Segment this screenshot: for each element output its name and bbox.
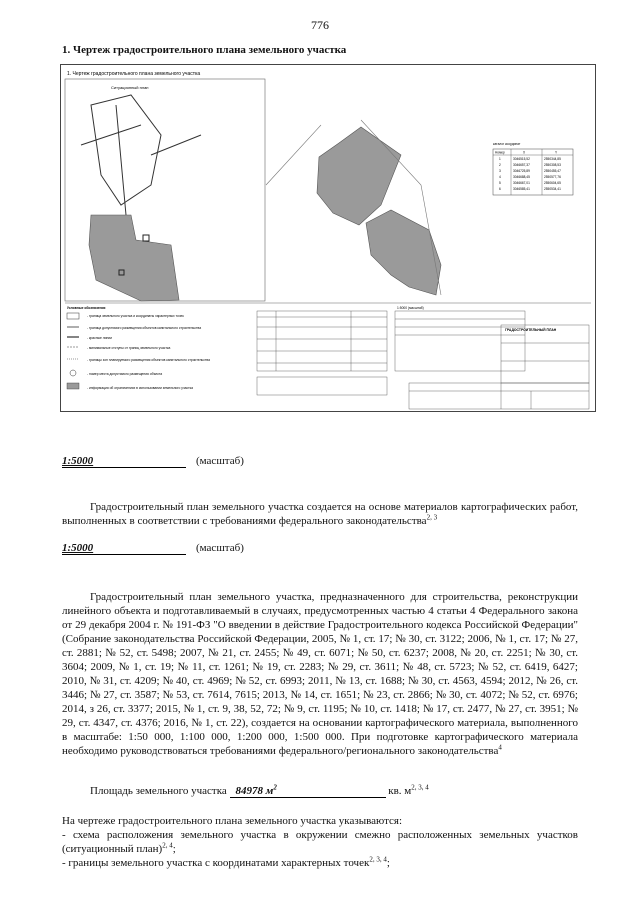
coord-cell: 2550604,65 bbox=[544, 181, 561, 185]
list-item: - схема расположения земельного участка в окружении смежно расположенных земельных участков (ситуационный план)$^{2, 4}$; bbox=[62, 829, 578, 855]
stamp-title: ГРАДОСТРОИТЕЛЬНЫЙ ПЛАН bbox=[505, 328, 557, 332]
area-unit: кв. м bbox=[388, 785, 412, 797]
paragraph-cartographic bbox=[62, 500, 578, 528]
coord-cell: 2550455,47 bbox=[544, 169, 561, 173]
scale-label: (масштаб) bbox=[196, 455, 244, 467]
coord-header-y: Y bbox=[555, 150, 558, 155]
legend-item: - границы зон планируемого размещения объектов капитального строительства bbox=[87, 358, 210, 362]
gpzu-drawing bbox=[60, 64, 596, 412]
drawing-inner-title: 1. Чертеж градостроительного плана земельного участка bbox=[67, 71, 201, 77]
coord-cell: 1 bbox=[499, 157, 501, 161]
situation-marker bbox=[143, 235, 149, 241]
coord-cell: 3046688,45 bbox=[513, 175, 530, 179]
legend-title: Условные обозначения bbox=[67, 306, 106, 310]
situation-plan-title: Ситуационный план bbox=[111, 85, 149, 90]
paragraph-text: Градостроительный план земельного участка создается на основе материалов картографических работ, выполненных в соответствии с требованиями федерального законодательства bbox=[62, 501, 578, 527]
legend bbox=[67, 306, 210, 390]
coord-cell: 3 bbox=[499, 169, 501, 173]
scale-line-2 bbox=[62, 542, 244, 555]
paragraph-linear-object bbox=[62, 590, 578, 758]
parcel-shape-south bbox=[366, 210, 441, 295]
description-block bbox=[395, 311, 525, 371]
coord-cell: 3046585,41 bbox=[513, 187, 530, 191]
situation-parcel-shape bbox=[89, 215, 179, 301]
coord-cell: 3046515,52 bbox=[513, 157, 530, 161]
footnote-ref: 4 bbox=[498, 743, 502, 752]
drawing-contents-list bbox=[62, 814, 578, 870]
legend-item: - минимальные отступы от границ земельного участка bbox=[87, 346, 171, 350]
coord-cell: 2550534,41 bbox=[544, 187, 561, 191]
coord-cell: 2550344,85 bbox=[544, 157, 561, 161]
coord-header-num: Номер bbox=[495, 150, 505, 155]
title-stamp bbox=[409, 325, 589, 409]
coord-cell: 4 bbox=[499, 175, 501, 179]
coord-cell: 3046725,89 bbox=[513, 169, 530, 173]
area-label: Площадь земельного участка bbox=[90, 785, 227, 797]
coord-cell: 2550577,76 bbox=[544, 175, 561, 179]
zones-table bbox=[257, 311, 387, 395]
scale-label: (масштаб) bbox=[196, 542, 244, 554]
area-value: 84978 $м^2$ bbox=[230, 785, 386, 798]
paragraph-text: Градостроительный план земельного участка, предназначенного для строительства, реконструкции линейного объекта и подготавливаемый в случаях, предусмотренных частью 4 статьи 4 Федерального закона от 29 декабря 2004 г. № 191-ФЗ "О введении в действие Градостроительного кодекса Российской Федерации" (Собрание законодательства Российской Федерации, 2005, № 1, ст. 17; № 30, ст. 3122; 2006, № 1, ст. 17; № 27, ст. 2881; № 52, ст. 5498; 2007, № 21, ст. 2455; № 49, ст. 6071; № 50, ст. 6237; 2008, № 20, ст. 2251; № 30, ст. 3604; 2009, № 1, ст. 19; № 11, ст. 1261; № 19, ст. 2283; № 29, ст. 3611; № 48, ст. 5723; № 52, ст. 6419, 6427; 2010, № 31, ст. 4209; № 40, ст. 4969; № 52, ст. 6993; 2011, № 13, ст. 1688; № 30, ст. 4563, 4594; 2012, № 26, ст. 3446; № 27, ст. 3587; № 53, ст. 7614, 7615; 2013, № 14, ст. 1651; № 23, ст. 2866; № 30, ст. 4072; № 52, ст. 6976; 2014, з 26, ст. 3377; 2015, № 1, ст. 9, 38, 52, 72; № 9, ст. 1195; № 10, ст. 1418; № 17, ст. 2477, № 27, ст. 3951; № 29, ст. 4347, ст. 4376; 2016, № 1, ст. 22), создается на основании картографического материала, выполненного в масштабе: 1:50 000, 1:100 000, 1:200 000, 1:500 000. При подготовке картографического материала необходимо руководствоваться требованиями федерального/регионального законодательства bbox=[62, 591, 578, 757]
coord-header-x: X bbox=[523, 150, 526, 155]
parcel-shape-north bbox=[317, 127, 401, 225]
scale-line-1 bbox=[62, 455, 244, 468]
coord-cell: 5 bbox=[499, 181, 501, 185]
scale-value: 1:5000 bbox=[62, 455, 186, 468]
legend-item: - номер места допустимого размещения объекта bbox=[87, 372, 163, 376]
footnote-ref: 2, 3 bbox=[426, 513, 438, 522]
section-title: 1. Чертеж градостроительного плана земельного участка bbox=[62, 44, 347, 56]
parcel-area-line bbox=[90, 785, 429, 798]
footnote-ref: 2, 3, 4 bbox=[411, 783, 429, 792]
coord-cell: 3046657,37 bbox=[513, 163, 530, 167]
list-item: - границы земельного участка с координатами характерных точек$^{2, 3, 4}$; bbox=[62, 855, 390, 869]
coord-cell: 2 bbox=[499, 163, 501, 167]
page-number: 776 bbox=[311, 18, 329, 32]
legend-item: - граница допустимого размещения объектов капитального строительства bbox=[87, 326, 202, 330]
legend-item: - информация об ограничениях в использовании земельного участка bbox=[87, 386, 193, 390]
legend-item: - граница земельного участка и координаты характерных точек bbox=[87, 314, 184, 318]
drawing-scale-note: 1:5000 (масштаб) bbox=[397, 306, 424, 310]
coord-cell: 6 bbox=[499, 187, 501, 191]
list-intro: На чертеже градостроительного плана земельного участка указываются: bbox=[62, 815, 403, 827]
coord-cell: 3046667,01 bbox=[513, 181, 530, 185]
situation-plan-map bbox=[81, 95, 201, 215]
legend-item: - красные линии bbox=[87, 336, 112, 340]
scale-value: 1:5000 bbox=[62, 542, 186, 555]
coordinates-table-title: каталог координат bbox=[493, 142, 521, 146]
coord-cell: 2550308,53 bbox=[544, 163, 561, 167]
coordinates-table bbox=[493, 142, 573, 195]
drawing-canvas bbox=[61, 65, 595, 411]
